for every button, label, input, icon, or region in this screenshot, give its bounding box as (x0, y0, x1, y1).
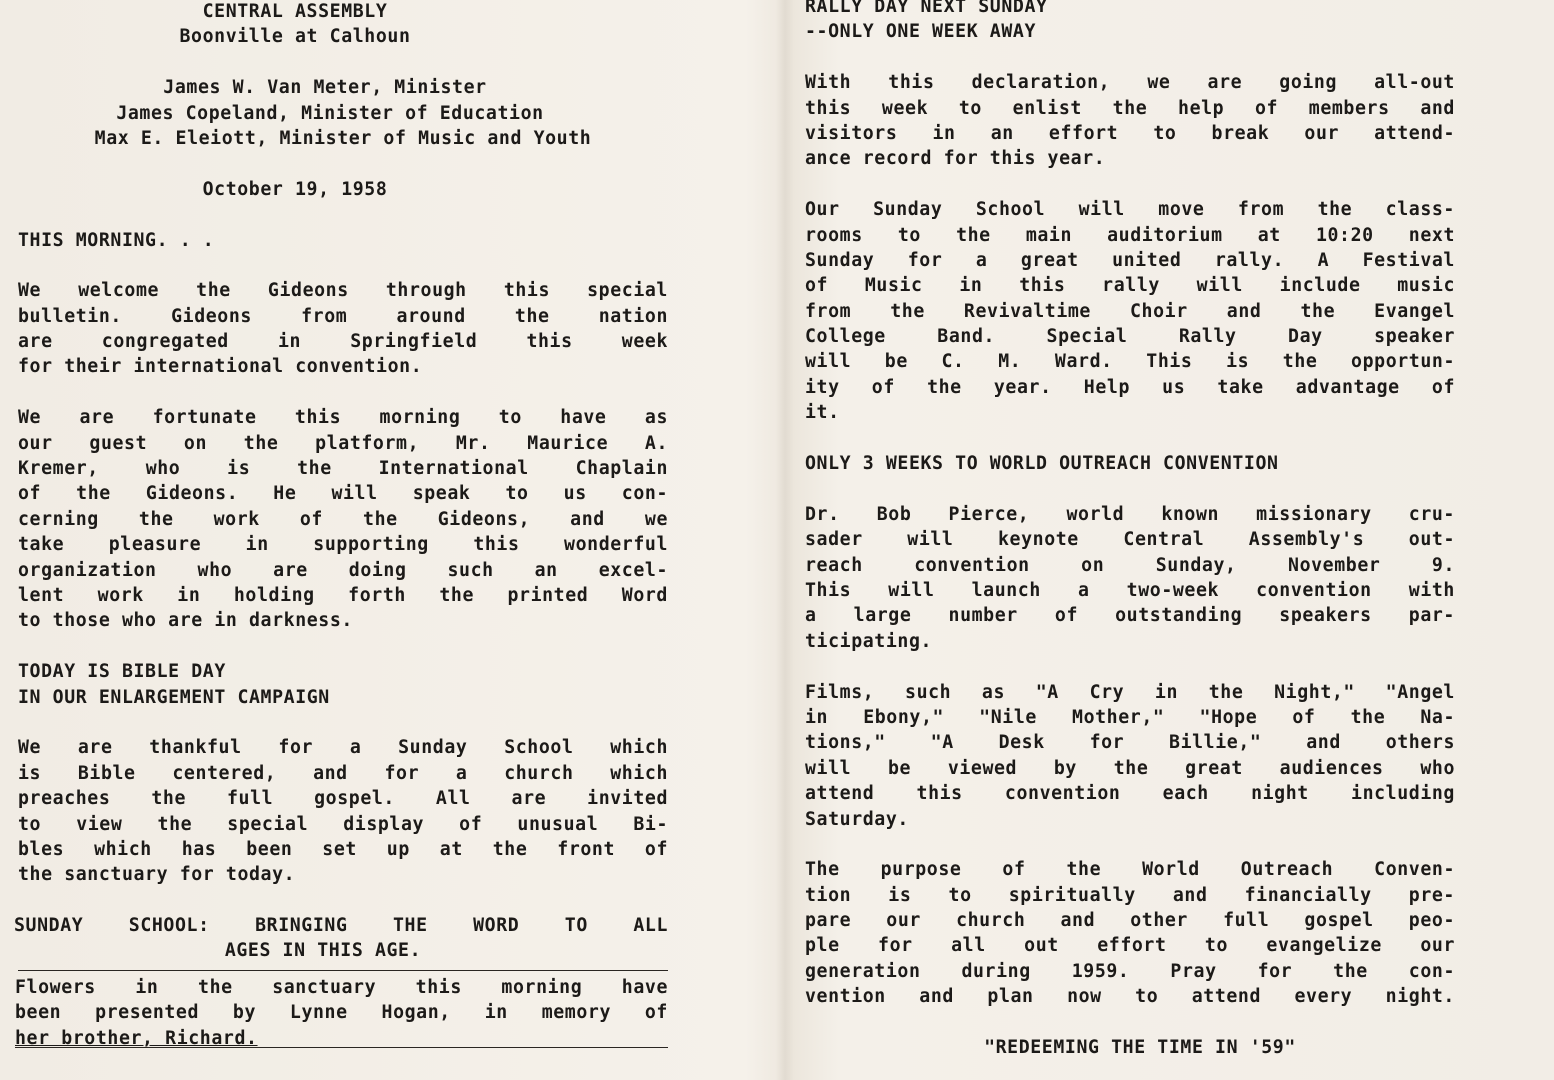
bible-day-heading: TODAY IS BIBLE DAY (18, 661, 226, 683)
sunday-school-slogan-line1: SUNDAY SCHOOL: BRINGING THE WORD TO ALL (14, 915, 668, 937)
divider-rule-bottom (15, 1047, 668, 1048)
spacer (18, 151, 668, 176)
paragraph-line: Flowers in the sanctuary this morning have (15, 976, 668, 998)
spacer (18, 202, 668, 227)
spacer (18, 888, 668, 913)
paragraph-line: of the Gideons. He will speak to us con- (18, 483, 668, 505)
spacer (805, 426, 1455, 451)
spacer (18, 253, 668, 278)
films-paragraph (805, 680, 1455, 832)
spacer (805, 654, 1455, 679)
convention-purpose-paragraph (805, 857, 1455, 1009)
paragraph-line: This will launch a two-week convention with (805, 579, 1455, 601)
left-column (14, 0, 668, 1056)
paragraph-line: With this declaration, we are going all-out (805, 72, 1455, 94)
spacer (18, 50, 668, 75)
spacer (18, 380, 668, 405)
paragraph-line: lent work in holding forth the printed Word (18, 584, 668, 606)
paragraph-line: of Music in this rally will include music (805, 275, 1455, 297)
paragraph-line: ple for all out effort to evangelize our (805, 935, 1455, 957)
paragraph-line: Our Sunday School will move from the class- (805, 199, 1455, 221)
guest-speaker-paragraph (18, 405, 668, 634)
paragraph-line: preaches the full gospel. All are invited (18, 788, 668, 810)
paragraph-line: is Bible centered, and for a church which (18, 762, 668, 784)
one-week-away-heading: --ONLY ONE WEEK AWAY (805, 21, 1036, 43)
paragraph-line: are congregated in Springfield this week (18, 331, 668, 353)
flowers-notice (15, 975, 668, 1047)
paragraph-line: visitors in an effort to break our attend- (805, 122, 1455, 144)
world-outreach-heading: ONLY 3 WEEKS TO WORLD OUTREACH CONVENTION (805, 453, 1279, 475)
paragraph-line: Sunday for a great united rally. A Festival (805, 249, 1455, 271)
paragraph-line: been presented by Lynne Hogan, in memory of (15, 1002, 668, 1024)
paragraph-line: rooms to the main auditorium at 10:20 next (805, 224, 1455, 246)
bible-day-paragraph (18, 735, 668, 887)
paragraph-line: Kremer, who is the International Chaplain (18, 458, 668, 480)
church-address: Boonville at Calhoun (179, 26, 411, 48)
rally-declaration-paragraph (805, 70, 1455, 172)
paragraph-line: ity of the year. Help us take advantage of (805, 376, 1455, 398)
paragraph-line: to view the special display of unusual Bi- (18, 813, 668, 835)
paragraph-line: attend this convention each night including (805, 783, 1455, 805)
paragraph-line: tion is to spiritually and financially pre- (805, 884, 1455, 906)
spacer (805, 476, 1455, 501)
divider-rule (18, 970, 668, 971)
paragraph-line: Saturday. (805, 808, 909, 830)
gideons-welcome-paragraph (18, 278, 668, 380)
bulletin-date: October 19, 1958 (202, 178, 388, 200)
paragraph-line: College Band. Special Rally Day speaker (805, 326, 1455, 348)
bob-pierce-paragraph (805, 502, 1455, 654)
paragraph-line: Films, such as "A Cry in the Night," "Angel (805, 681, 1455, 703)
staff-education: James Copeland, Minister of Education (116, 102, 544, 124)
paragraph-line: sader will keynote Central Assembly's out- (805, 529, 1455, 551)
paragraph-line: ance record for this year. (805, 148, 1106, 170)
paragraph-line: to those who are in darkness. (18, 610, 353, 632)
right-column (805, 0, 1455, 1060)
paragraph-line: the sanctuary for today. (18, 864, 296, 886)
paragraph-line: her brother, Richard. (15, 1027, 258, 1047)
paragraph-line: reach convention on Sunday, November 9. (805, 554, 1455, 576)
paragraph-line: this week to enlist the help of members and (805, 97, 1455, 119)
paragraph-line: ticipating. (805, 630, 933, 652)
spacer (18, 710, 668, 735)
paragraph-line: The purpose of the World Outreach Conven- (805, 859, 1455, 881)
paragraph-line: in Ebony," "Nile Mother," "Hope of the Na- (805, 706, 1455, 728)
paragraph-line: organization who are doing such an excel- (18, 559, 668, 581)
this-morning-heading: THIS MORNING. . . (18, 229, 215, 251)
rally-details-paragraph (805, 197, 1455, 426)
paragraph-line: a large number of outstanding speakers par- (805, 605, 1455, 627)
center-fold (776, 0, 794, 1080)
paragraph-line: generation during 1959. Pray for the con- (805, 960, 1455, 982)
paragraph-line: will be C. M. Ward. This is the opportun- (805, 351, 1455, 373)
paragraph-line: our guest on the platform, Mr. Maurice A. (18, 432, 668, 454)
paragraph-line: bles which has been set up at the front of (18, 838, 668, 860)
staff-music: Max E. Eleiott, Minister of Music and Youth (94, 127, 592, 149)
enlargement-campaign-heading: IN OUR ENLARGEMENT CAMPAIGN (18, 686, 330, 708)
rally-day-heading: RALLY DAY NEXT SUNDAY (805, 0, 1048, 17)
paragraph-line: tions," "A Desk for Billie," and others (805, 732, 1455, 754)
paragraph-line: We welcome the Gideons through this special (18, 280, 668, 302)
paragraph-line: pare our church and other full gospel peo- (805, 910, 1455, 932)
redeeming-the-time-slogan: "REDEEMING THE TIME IN '59" (984, 1037, 1296, 1059)
paragraph-line: from the Revivaltime Choir and the Evangel (805, 300, 1455, 322)
paragraph-line: will be viewed by the great audiences who (805, 757, 1455, 779)
sunday-school-slogan-line2: AGES IN THIS AGE. (224, 940, 422, 962)
spacer (805, 1010, 1455, 1035)
paragraph-line: Dr. Bob Pierce, world known missionary cru- (805, 503, 1455, 525)
paragraph-line: it. (805, 402, 840, 424)
paragraph-line: bulletin. Gideons from around the nation (18, 305, 668, 327)
paragraph-line: vention and plan now to attend every night. (805, 986, 1455, 1008)
church-name: CENTRAL ASSEMBLY (202, 1, 388, 22)
spacer (805, 45, 1455, 70)
spacer (18, 634, 668, 659)
paragraph-line: take pleasure in supporting this wonderful (18, 534, 668, 556)
paragraph-line: for their international convention. (18, 356, 423, 378)
staff-minister: James W. Van Meter, Minister (163, 77, 487, 99)
paragraph-line: We are fortunate this morning to have as (18, 407, 668, 429)
spacer (805, 832, 1455, 857)
spacer (805, 172, 1455, 197)
paragraph-line: We are thankful for a Sunday School which (18, 737, 668, 759)
paragraph-line: cerning the work of the Gideons, and we (18, 508, 668, 530)
